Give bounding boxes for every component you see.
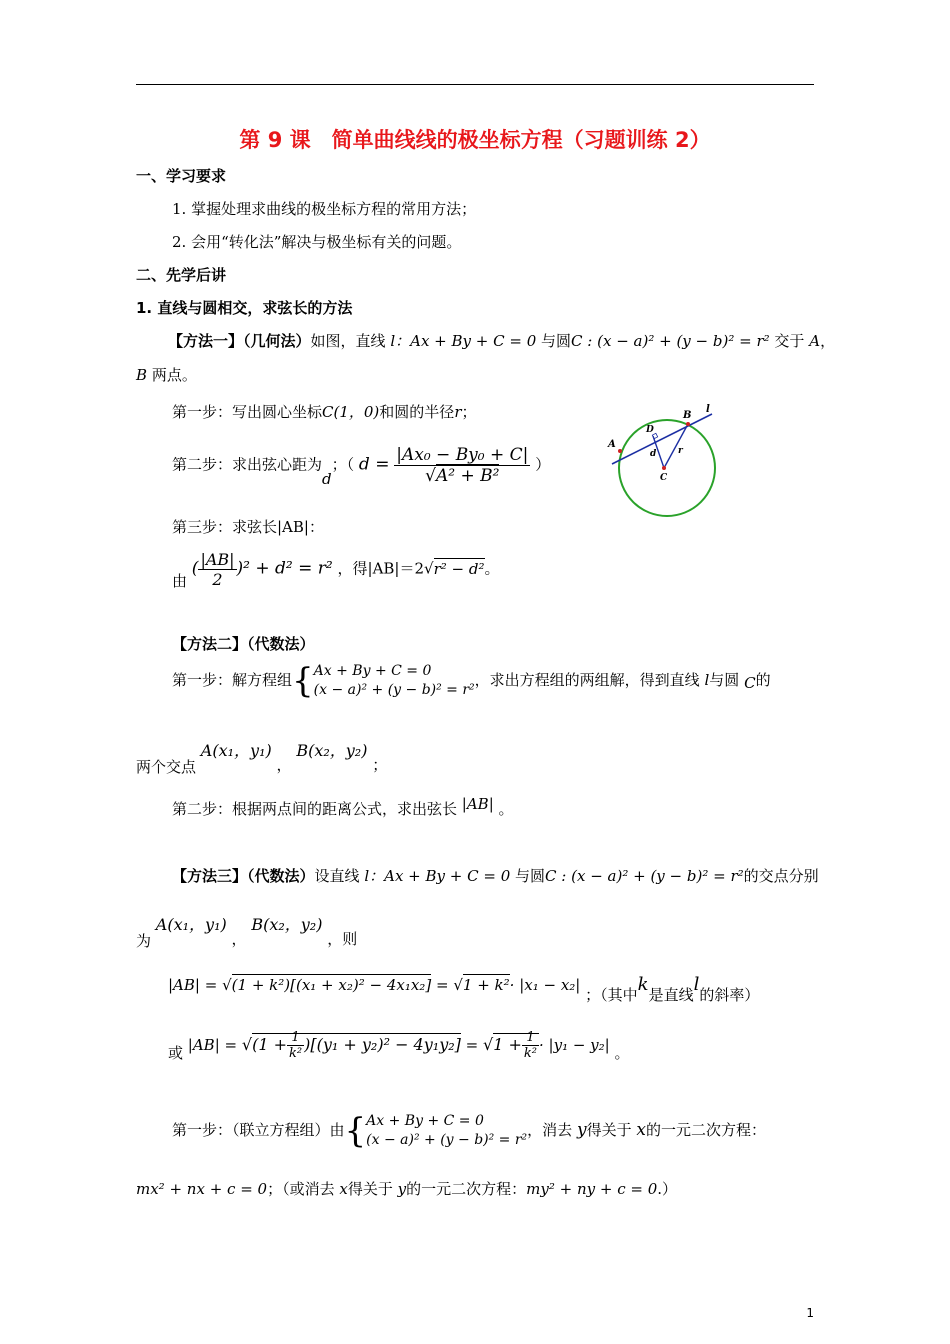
figure-line-l	[612, 414, 712, 464]
quadratic-y: my² + ny + c = 0	[526, 1180, 658, 1198]
point-b-coords-3: B(x₂，y₂)	[251, 915, 323, 934]
figure-point-a	[618, 449, 622, 453]
point-a-coords: A(x₁，y₁)	[200, 741, 272, 760]
method2-label	[172, 633, 315, 654]
you-text: 由	[172, 571, 188, 590]
var-y-2: y	[397, 1180, 407, 1198]
step2-end: ）	[535, 455, 551, 474]
formula2-sqrt1: √(1 + $\frac{1}{\text{k²}}$ )[(y₁ + y₂)² − 4y₁y₂]	[241, 1030, 461, 1061]
circle-equation-3: C : (x − a)² + (y − b)² = r²	[545, 867, 744, 885]
formula2-frac-num: 1	[287, 1030, 304, 1046]
method3-step1-text: 第一步：（联立方程组）由	[172, 1121, 345, 1139]
method2-step1	[172, 662, 771, 700]
equation-system	[314, 662, 475, 700]
formula2-frac-den: k²	[289, 1046, 303, 1061]
figure-label-l: l	[706, 404, 710, 415]
method2-step2-text: 第二步：根据两点间的距离公式，求出弦长	[172, 800, 458, 818]
method1-step2	[172, 445, 550, 486]
or-eliminate-text: ；（或消去	[267, 1180, 335, 1198]
formula1-equals: =	[435, 976, 449, 994]
distance-symbol: d	[322, 469, 332, 488]
half-chord-fraction	[198, 550, 236, 589]
formula2-inner-fraction-2	[522, 1030, 539, 1061]
formula2-end: 。	[614, 1044, 630, 1062]
slope-k-symbol: k	[637, 974, 649, 995]
line-equation-3: ：Ax + By + C = 0	[369, 867, 511, 885]
method3-tail: 的交点分别	[743, 867, 819, 885]
header-rule	[136, 84, 814, 85]
system-brace: {	[292, 661, 314, 701]
figure-circle	[619, 420, 715, 516]
figure-label-b: B	[683, 410, 692, 421]
figure-label-a: A	[608, 439, 616, 450]
two-intersections-text: 两个交点	[136, 758, 197, 776]
method3-label: 【方法三】（代数法）	[172, 867, 315, 885]
point-b-symbol: B	[136, 366, 148, 384]
method1-step3: 第三步：求弦长|AB|：	[172, 518, 324, 536]
formula2-tail: · |y₁ − y₂|	[539, 1036, 610, 1054]
comma: ，	[820, 332, 836, 350]
comma-sep-3: ，	[231, 930, 247, 948]
figure-label-d-point: D	[646, 425, 654, 435]
formula2-frac-den-2: k²	[523, 1046, 537, 1061]
wei-text: 为	[136, 932, 152, 950]
method3-quadratics	[136, 1178, 677, 1199]
distance-formula-denominator-radicand: A² + B²	[436, 466, 500, 486]
circle-center: C(1，0)	[322, 403, 380, 421]
line-l-symbol: l	[390, 332, 396, 350]
formula2-radicand1	[252, 1030, 461, 1061]
method2-step2-end: 。	[498, 800, 514, 818]
about-text: 得关于	[586, 1121, 632, 1139]
formula1-radicand1: (1 + k²)[(x₁ + x₂)² − 4x₁x₂]	[231, 976, 432, 994]
with-circle-text: 与圆	[541, 332, 572, 350]
figure-label-d: d	[650, 449, 657, 459]
method1-line2	[136, 364, 197, 385]
method2-step1-text-b: ，求出方程组的两组解，得到直线	[474, 671, 700, 689]
distance-formula-denominator: √A² + B²	[425, 466, 500, 486]
method3-step1	[172, 1112, 766, 1150]
method2-intersections	[136, 738, 388, 776]
two-points-text: 两点。	[151, 366, 197, 384]
var-x: x	[636, 1120, 646, 1140]
formula1-sqrt1: √(1 + k²)[(x₁ + x₂)² − 4x₁x₂]	[222, 976, 432, 994]
system3-line-2: (x − a)² + (y − b)² = r²	[366, 1132, 528, 1148]
quadratic-text-2: 的一元二次方程：	[406, 1180, 527, 1198]
formula2-open: (1 +	[252, 1035, 288, 1054]
page-title: 第 9 课 简单曲线线的极坐标方程（习题训练 2）	[239, 128, 711, 152]
section-heading-requirements: 一、学习要求	[136, 167, 227, 185]
method2-label-text: 【方法二】（代数法）	[172, 635, 315, 653]
about-text-2: 得关于	[347, 1180, 393, 1198]
figure-label-c: C	[660, 473, 668, 483]
formula2-one-plus: 1 +	[493, 1035, 522, 1054]
equation-system-3	[366, 1112, 527, 1150]
step2-text: 第二步：求出弦心距为	[172, 455, 323, 474]
point-a-symbol: A	[809, 332, 821, 350]
method1-intro: 如图，直线	[310, 332, 386, 350]
system-line-2: (x − a)² + (y − b)² = r²	[313, 682, 475, 698]
formula2-rest: )[(y₁ + y₂)² − 4y₁y₂]	[304, 1035, 461, 1054]
system-brace-3: {	[344, 1111, 367, 1151]
chord-result-sqrt: √r² − d²	[424, 559, 485, 578]
meet-text: 交于	[774, 332, 805, 350]
circle-equation: C : (x − a)² + (y − b)² = r²	[571, 332, 770, 350]
method1-step1	[172, 401, 477, 422]
chord-ab-symbol: |AB|	[461, 795, 494, 813]
circle-c-symbol: C	[744, 674, 756, 692]
step2-text-b: ；（	[331, 455, 355, 474]
formula1-lhs: |AB| =	[168, 976, 218, 994]
formula2-lhs: |AB| =	[187, 1036, 238, 1054]
step1-text: 第一步：写出圆心坐标	[172, 403, 323, 421]
chord-formula-x	[168, 974, 760, 1004]
formula2-radicand2	[493, 1030, 539, 1061]
chord-formula-y	[168, 1030, 630, 1061]
method3-line1	[172, 865, 819, 886]
quadratic-end: .）	[657, 1180, 678, 1198]
requirement-item-2: 2. 会用“转化法”解决与极坐标有关的问题。	[172, 233, 462, 251]
with-circle-text-3: 与圆	[515, 867, 546, 885]
section-heading-prelearn: 二、先学后讲	[136, 266, 227, 284]
method1-line1	[168, 330, 835, 351]
chord-result-radicand: r² − d²	[433, 559, 485, 578]
formula1-sqrt2: √1 + k²	[453, 976, 510, 994]
slope-note-c: 的斜率）	[699, 986, 760, 1004]
system-line-1: Ax + By + C = 0	[313, 663, 432, 679]
method1-chord-equation	[172, 550, 500, 589]
subsection-heading-chord: 1. 直线与圆相交，求弦长的方法	[136, 299, 353, 317]
page-number: 1	[806, 1306, 814, 1320]
system3-line-1: Ax + By + C = 0	[366, 1113, 484, 1129]
figure-point-b	[686, 422, 690, 426]
period: 。	[484, 559, 500, 578]
line-l-symbol-2: l	[704, 671, 710, 689]
formula2-equals: =	[465, 1036, 479, 1054]
point-a-coords-3: A(x₁，y₁)	[155, 915, 227, 934]
method1-label: 【方法一】（几何法）	[168, 332, 311, 350]
method2-step1-text-d: 的	[755, 671, 771, 689]
half-chord-numerator: |AB|	[200, 550, 235, 569]
chord-equation-rest: )² + d² = r²	[236, 558, 333, 579]
step1-end: ；	[461, 403, 477, 421]
line-equation: ：Ax + By + C = 0	[395, 332, 537, 350]
semicolon: ；	[372, 756, 388, 774]
method2-step1-text: 第一步：解方程组	[172, 671, 293, 689]
point-b-coords: B(x₂，y₂)	[296, 741, 368, 760]
formula2-frac-num-2: 1	[522, 1030, 539, 1046]
method3-line2	[136, 912, 358, 950]
var-x-2: x	[339, 1180, 348, 1198]
comma-sep: ，	[276, 756, 292, 774]
method2-step2	[172, 795, 514, 819]
half-chord-denominator: 2	[212, 570, 223, 589]
figure-label-r: r	[678, 446, 683, 456]
chord-geometry-figure	[600, 400, 730, 525]
var-y: y	[576, 1120, 587, 1140]
formula1-tail: · |x₁ − x₂|	[509, 976, 581, 994]
requirement-item-1: 1. 掌握处理求曲线的极坐标方程的常用方法；	[172, 200, 477, 218]
distance-formula-fraction	[394, 445, 530, 486]
ze-text: ，则	[327, 930, 358, 948]
quadratic-text: 的一元二次方程：	[645, 1121, 766, 1139]
eq-open-paren: (	[191, 558, 199, 579]
method3-intro: 设直线	[314, 867, 360, 885]
method2-step1-text-c: 与圆	[709, 671, 740, 689]
distance-formula-numerator: |Ax₀ − By₀ + C|	[396, 445, 529, 465]
formula2-inner-fraction	[287, 1030, 304, 1061]
formula2-sqrt2: √1 + $\frac{1}{\text{k²}}$	[483, 1030, 537, 1061]
line-l-symbol-3: l	[364, 867, 370, 885]
radius-symbol: r	[454, 403, 462, 421]
slope-line-symbol: l	[693, 974, 700, 995]
huo-text: 或	[168, 1044, 184, 1062]
eliminate-text: ，消去	[527, 1121, 573, 1139]
de-text: ，得|AB|＝2	[337, 559, 425, 578]
quadratic-x: mx² + nx + c = 0	[136, 1180, 268, 1198]
figure-point-c	[662, 466, 666, 470]
slope-note-a: ；（其中	[585, 986, 638, 1004]
distance-formula-lhs: d =	[358, 454, 390, 475]
slope-note-b: 是直线	[648, 986, 694, 1004]
step1-text-b: 和圆的半径	[379, 403, 455, 421]
figure-segment-r	[664, 424, 688, 468]
formula1-radicand2: 1 + k²	[462, 976, 510, 994]
